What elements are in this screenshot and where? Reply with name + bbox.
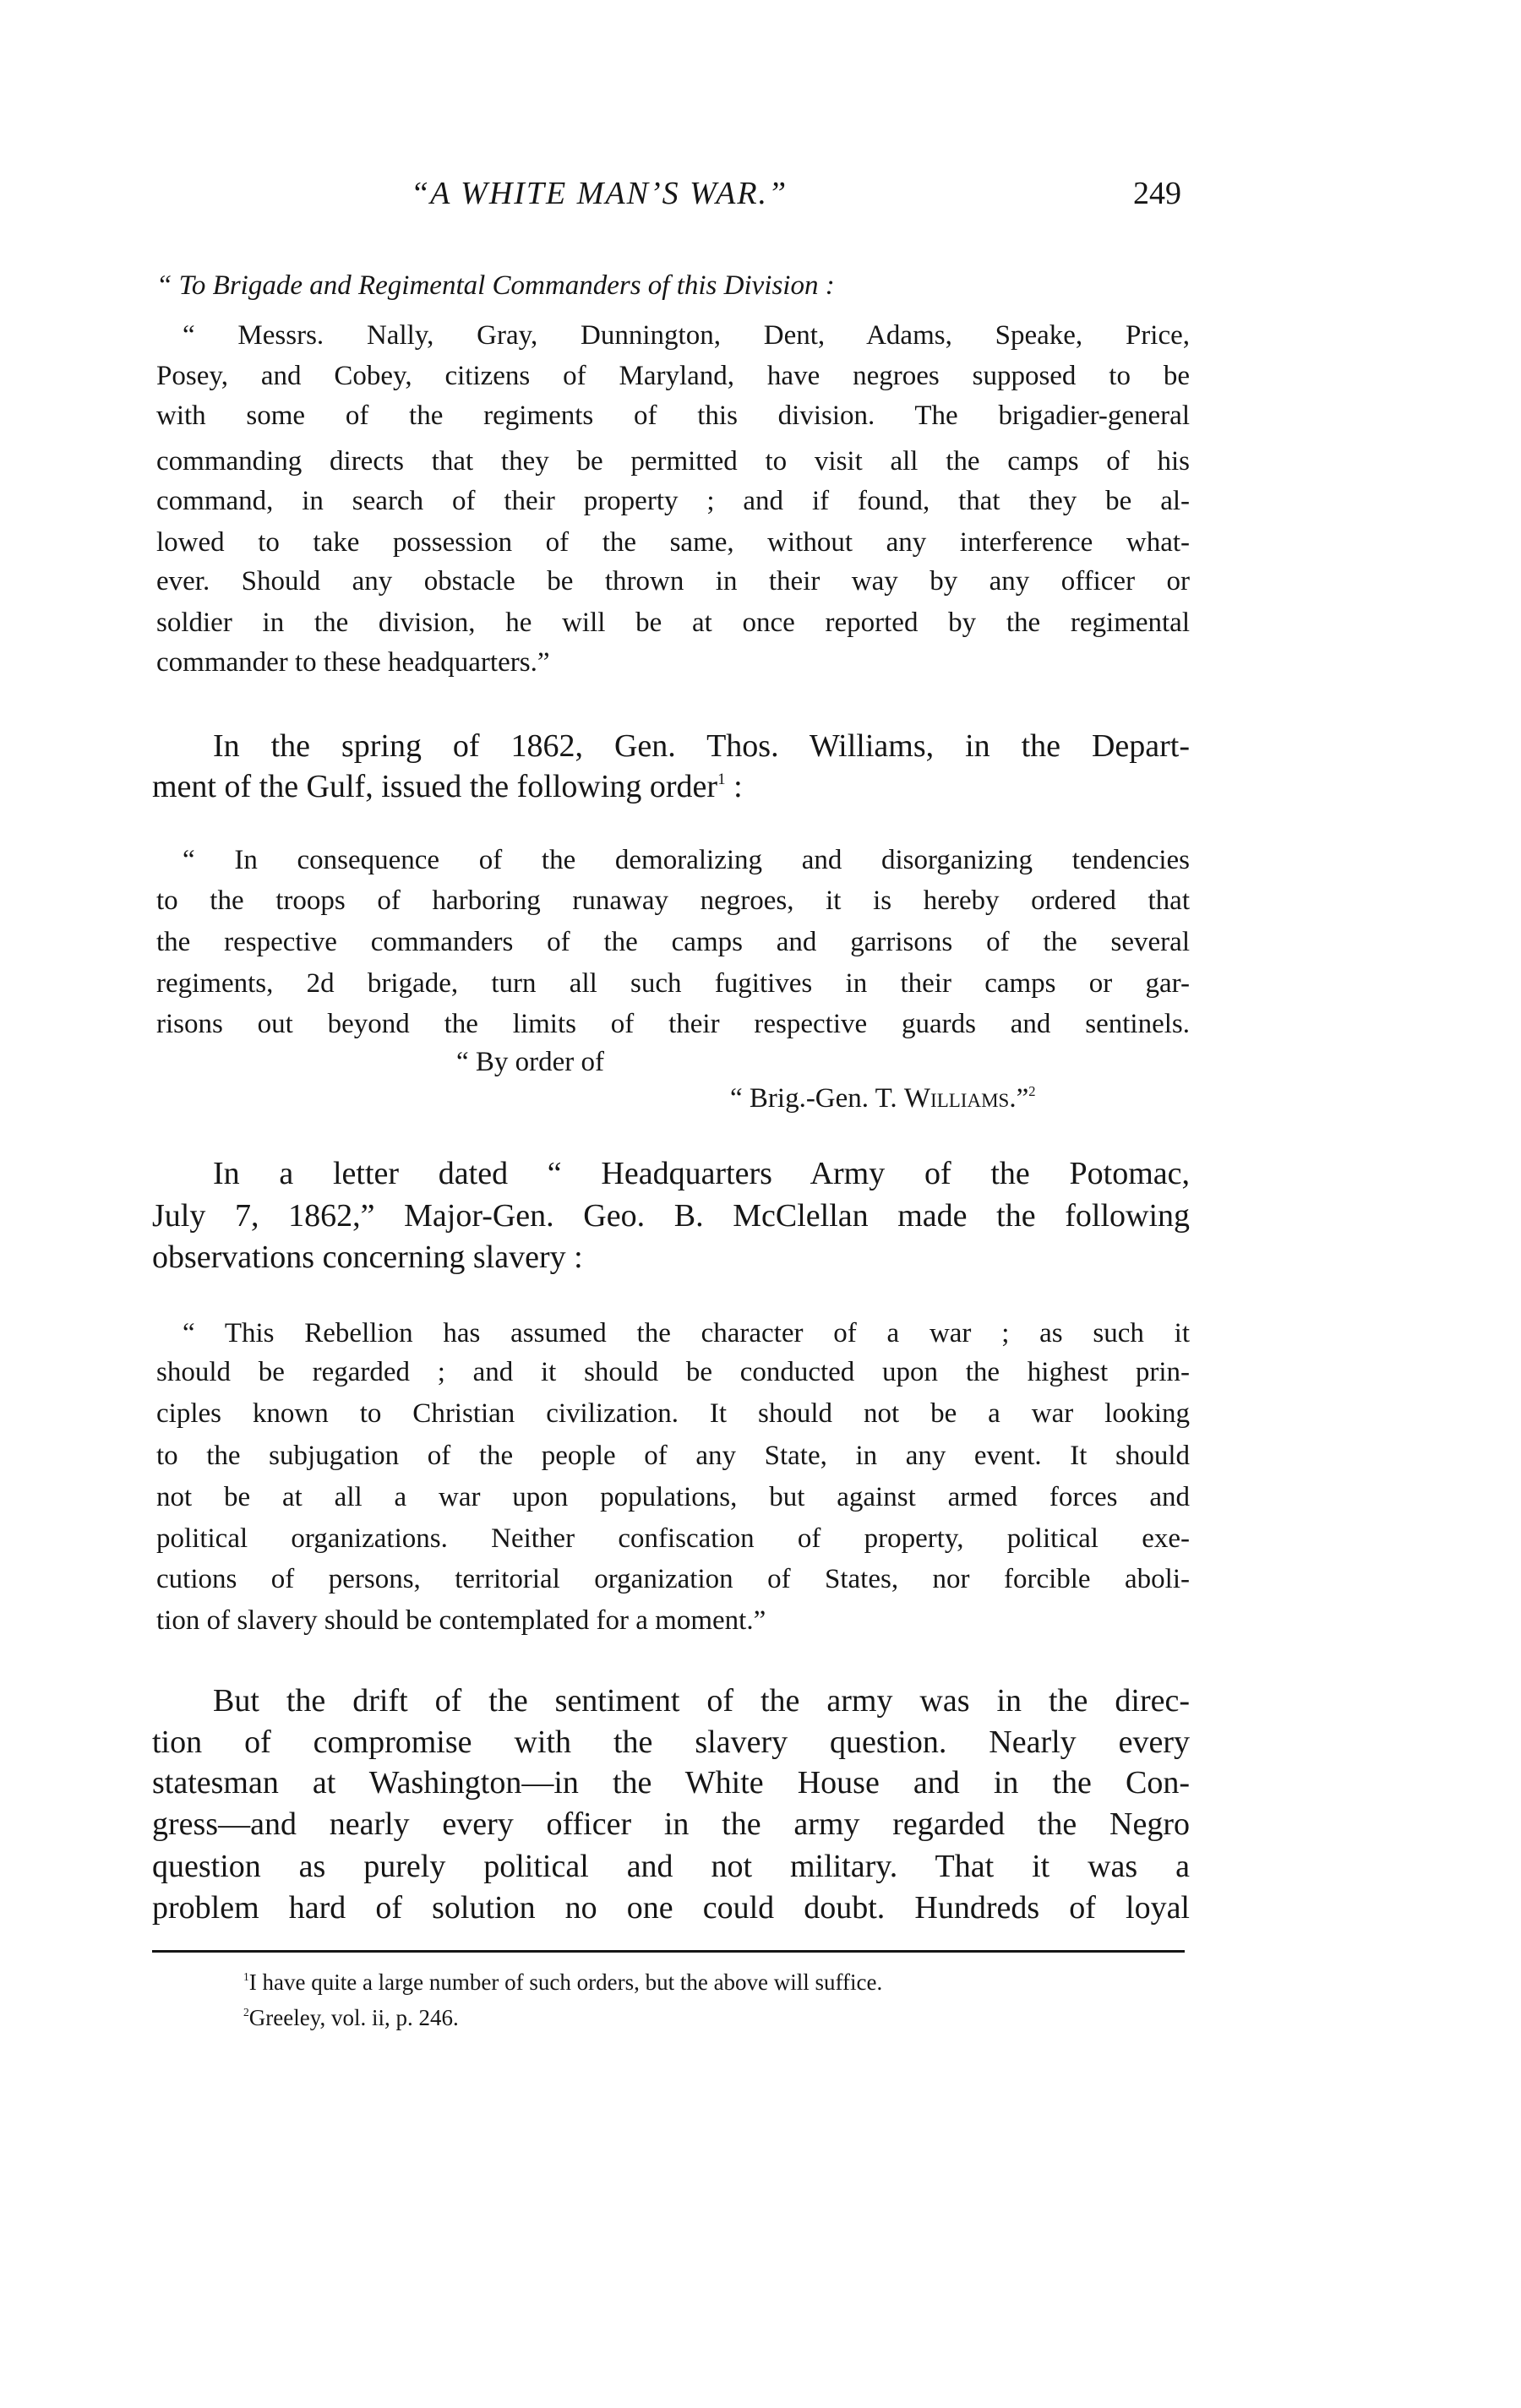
quote-line: political organizations. Neither confiscation of property, political exe-	[156, 1523, 1190, 1554]
quote-line: the respective commanders of the camps and garrisons of the several	[156, 927, 1190, 957]
quote-line: ciples known to Christian civilization. It should not be a war looking	[156, 1398, 1190, 1429]
footnote-ref[interactable]: 1	[717, 770, 726, 788]
quote-line: “ In consequence of the demoralizing and disorganizing tendencies	[183, 845, 1190, 875]
quote-line: lowed to take possession of the same, without any interference what-	[156, 527, 1190, 558]
body-line: gress—and nearly every officer in the army regarded the Negro	[152, 1806, 1190, 1842]
body-line: But the drift of the sentiment of the army was in the direc-	[213, 1683, 1190, 1719]
quote-line: soldier in the division, he will be at once reported by the regimental	[156, 607, 1190, 638]
quote-line: “ Messrs. Nally, Gray, Dunnington, Dent, Adams, Speake, Price,	[183, 320, 1190, 351]
salutation: “ To Brigade and Regimental Commanders of this Division :	[156, 270, 835, 301]
footnote-divider	[152, 1950, 1185, 1953]
footnote-mark: 1	[243, 1970, 249, 1984]
running-title: “A WHITE MAN’S WAR.”	[411, 176, 788, 211]
body-line: July 7, 1862,” Major-Gen. Geo. B. McClellan made the following	[152, 1198, 1190, 1234]
body-line: tion of compromise with the slavery question. Nearly every	[152, 1724, 1190, 1760]
by-order-line: “ By order of	[456, 1047, 605, 1077]
quote-line: commanding directs that they be permitted to visit all the camps of his	[156, 446, 1190, 477]
body-text: :	[725, 769, 743, 804]
quote-line: tion of slavery should be contemplated for a moment.”	[156, 1605, 766, 1636]
footnote-mark: 2	[243, 2006, 249, 2019]
quote-line: to the troops of harboring runaway negroes, it is hereby ordered that	[156, 885, 1190, 916]
body-line: statesman at Washington—in the White House and in the Con-	[152, 1765, 1190, 1801]
body-line: observations concerning slavery :	[152, 1239, 583, 1275]
signature-suffix: .”	[1009, 1083, 1029, 1114]
quote-line: “ This Rebellion has assumed the character of a war ; as such it	[183, 1318, 1190, 1348]
body-line: problem hard of solution no one could doubt. Hundreds of loyal	[152, 1890, 1190, 1926]
body-line	[152, 769, 1190, 806]
footnote-1	[243, 1969, 882, 1996]
quote-line: cutions of persons, territorial organization of States, nor forcible aboli-	[156, 1564, 1190, 1594]
footnote-text: Greeley, vol. ii, p. 246.	[248, 2005, 459, 2030]
quote-line: with some of the regiments of this division. The brigadier-general	[156, 400, 1190, 431]
quote-line: command, in search of their property ; and if found, that they be al-	[156, 486, 1190, 516]
quote-line: should be regarded ; and it should be conducted upon the highest prin-	[156, 1357, 1190, 1387]
footnote-ref[interactable]: 2	[1028, 1082, 1036, 1099]
body-line: question as purely political and not military. That it was a	[152, 1849, 1190, 1884]
quote-line: not be at all a war upon populations, but against armed forces and	[156, 1482, 1190, 1512]
quote-line: ever. Should any obstacle be thrown in their way by any officer or	[156, 566, 1190, 597]
footnote-2	[243, 2005, 459, 2031]
quote-line: to the subjugation of the people of any State, in any event. It should	[156, 1441, 1190, 1471]
signature-name: Williams	[903, 1083, 1010, 1114]
body-text: ment of the Gulf, issued the following order	[152, 769, 718, 804]
quote-line: regiments, 2d brigade, turn all such fugitives in their camps or gar-	[156, 968, 1190, 999]
page-number: 249	[1133, 176, 1181, 211]
body-line: In the spring of 1862, Gen. Thos. Williams, in the Depart-	[213, 728, 1190, 764]
body-line: In a letter dated “ Headquarters Army of the Potomac,	[213, 1156, 1190, 1191]
quote-line: commander to these headquarters.”	[156, 647, 550, 678]
quote-line: risons out beyond the limits of their respective guards and sentinels.	[156, 1009, 1190, 1039]
signature-prefix: “ Brig.-Gen. T.	[730, 1083, 904, 1114]
footnote-text: I have quite a large number of such orders, but the above will suffice.	[248, 1969, 883, 1995]
quote-line: Posey, and Cobey, citizens of Maryland, have negroes supposed to be	[156, 361, 1190, 391]
signature-line	[730, 1083, 1035, 1115]
